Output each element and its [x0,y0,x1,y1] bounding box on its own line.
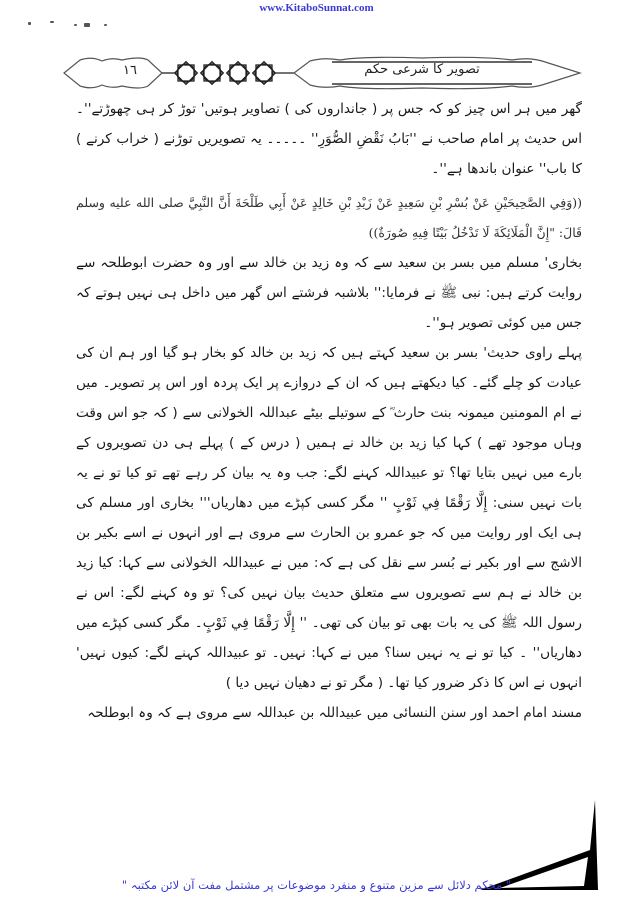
site-url[interactable]: www.KitaboSunnat.com [259,2,374,14]
footer-slogan: " محکم دلائل سے مزین متنوع و منفرد موضوعات پر مشتمل مفت آن لائن مکتبہ " [121,878,512,892]
body-paragraph: پہلے راوی حدیث' بسر بن سعید کہتے ہیں کہ زید بن خالد کو بخار ہو گیا اور ہم ان کی عیادت کو چلے گئے۔ کیا دیکھتے ہیں کہ ان کے دروازے پر ایک پردہ اور اس پر تصویر۔ میں نے ام المومنین میمونہ بنت حارث ؓ کے سوتیلے بیٹے عبداللہ الخولانی سے ( کہ جو اس وقت وہاں موجود تھے ) کہا کیا زید بن خالد نے ہمیں ( درس کے ) پہلے ہی دن تصویروں کے بارے میں نہیں بتایا تھا؟ تو عبیداللہ کہنے لگے: جب وہ یہ بیان کر رہے تھے تو کیا تو نے یہ بات نہیں سنی: إِلَّا رَقْمًا فِي ثَوْبٍ '' مگر کسی کپڑے میں دھاریاں''' بخاری اور مسلم کی ہی ایک اور روایت میں کہ جو عمرو بن الحارث سے مروی ہے اور انہوں نے اسے بکیر بن الاشج سے اور بکیر نے بُسر سے نقل کی ہے کہ: میں نے عبیداللہ الخولانی سے کہا: کیا زید بن خالد نے ہم سے تصویروں سے متعلق حدیث بیان نہیں کی؟ تو وہ کہنے لگے: اس نے رسول اللہ ﷺ کی یہ بات بھی تو بیان کی تھی۔ '' إِلَّا رَقْمًا فِي ثَوْبٍ۔ مگر کسی کپڑے میں دھاریاں'' ۔ کیا تو نے یہ نہیں سنا؟ میں نے کہا: نہیں۔ تو عبیداللہ کہنے لگے: کیوں نہیں' انہوں نے اس کا ذکر ضرور کیا تھا۔ ( مگر تو نے دھیان نہیں دیا ) [76,345,582,691]
page-header-banner [62,56,582,90]
hadith-arabic-text: ((وَفِي الصَّحِيحَيْنِ عَنْ بُسْرِ بْنِ سَعِيدٍ عَنْ زَيْدِ بْنِ خَالِدٍ عَنْ أَبِي طَلْحَةَ أَنَّ النَّبِيَّ صلى الله عليه وسلم قَالَ: "إِنَّ الْمَلَائِكَةَ لَا تَدْخُلُ بَيْتًا فِيهِ صُورَةٌ)) [76,195,582,240]
page-number: ١٦ [123,63,137,78]
body-paragraph: مسند امام احمد اور سنن النسائی میں عبیداللہ بن عبداللہ سے مروی ہے کہ وہ ابوطلحہ [87,705,582,721]
chapter-title: تصویر کا شرعی حکم [364,62,480,77]
scan-noise-specks [28,20,118,28]
page-body [76,94,582,728]
body-paragraph: بخاری' مسلم میں بسر بن سعید سے کہ وہ زید بن خالد سے اور وہ حضرت ابوطلحہ سے روایت کرتے ہیں: نبی ﷺ نے فرمایا:'' بلاشبہ فرشتے اس گھر میں داخل ہی نہیں ہوتے کہ جس میں کوئی تصویر ہو''۔ [76,255,582,331]
scan-artifact-wedge-icon [480,800,600,890]
body-paragraph: گھر میں ہر اس چیز کو کہ جس پر ( جانداروں کی ) تصاویر ہوتیں' توڑ کر ہی چھوڑتے''۔ اس حدیث پر امام صاحب نے ''بَابُ نَقْضِ الصُّوَرِ'' ۔۔۔۔۔ یہ تصویریں توڑنے ( خراب کرنے ) کا باب'' عنوان باندھا ہے''۔ [76,101,582,177]
